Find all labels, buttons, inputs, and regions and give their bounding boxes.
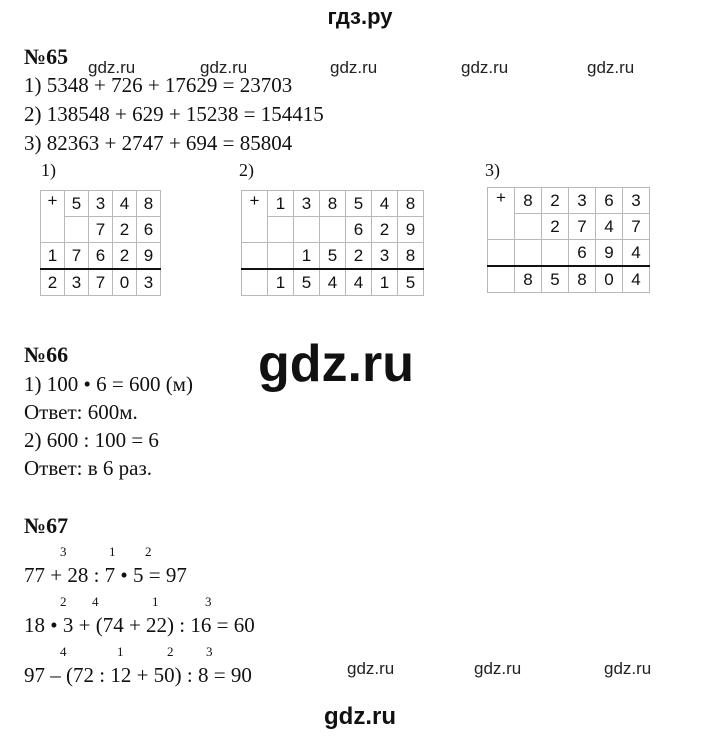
operation-order: 1	[109, 544, 116, 559]
digit-cell: 6	[596, 188, 623, 214]
digit-cell: 6	[89, 243, 113, 270]
watermark: gdz.ru	[604, 659, 652, 678]
digit-cell: 1	[268, 191, 294, 217]
answer-line: Ответ: 600м.	[24, 400, 138, 424]
operation-order: 1	[152, 594, 159, 609]
sum-cell: 3	[65, 269, 89, 296]
sum-cell: 4	[346, 269, 372, 296]
operation-order: 4	[60, 644, 67, 659]
sum-cell: 8	[569, 266, 596, 293]
digit-cell: 9	[137, 243, 161, 270]
digit-cell: 6	[346, 217, 372, 243]
equation-line: 3) 82363 + 2747 + 694 = 85804	[24, 131, 293, 155]
digit-cell: 9	[398, 217, 424, 243]
operation-order: 2	[145, 544, 152, 559]
watermark: gdz.ru	[587, 58, 635, 77]
sum-cell: 0	[113, 269, 137, 296]
watermark: gdz.ru	[200, 58, 248, 77]
equation-line: 2) 138548 + 629 + 15238 = 154415	[24, 102, 324, 126]
plus-sign: +	[488, 188, 515, 240]
solution-line: 2) 600 : 100 = 6	[24, 428, 159, 452]
digit-cell: 2	[346, 243, 372, 270]
sum-cell: 1	[268, 269, 294, 296]
watermark: gdz.ru	[461, 58, 509, 77]
digit-cell: 2	[372, 217, 398, 243]
digit-cell: 4	[113, 191, 137, 217]
plus-sign: +	[41, 191, 65, 243]
digit-cell: 3	[89, 191, 113, 217]
sum-cell: 8	[515, 266, 542, 293]
operation-order: 3	[60, 544, 67, 559]
digit-cell: 1	[294, 243, 320, 270]
digit-cell	[268, 217, 294, 243]
sum-cell: 7	[89, 269, 113, 296]
digit-cell: 2	[113, 217, 137, 243]
digit-cell: 8	[320, 191, 346, 217]
digit-cell: 6	[137, 217, 161, 243]
digit-cell: 9	[596, 240, 623, 267]
answer-line: Ответ: в 6 раз.	[24, 456, 152, 480]
digit-cell: 4	[372, 191, 398, 217]
addition-grid-1	[40, 190, 161, 296]
sum-cell: 5	[294, 269, 320, 296]
digit-cell	[242, 243, 268, 270]
digit-cell: 4	[596, 214, 623, 240]
sum-cell: 5	[398, 269, 424, 296]
digit-cell	[488, 240, 515, 267]
watermark-footer: gdz.ru	[324, 703, 396, 730]
exercise-66-title: №66	[24, 342, 69, 367]
digit-cell	[515, 214, 542, 240]
sum-cell: 4	[623, 266, 650, 293]
watermark: gdz.ru	[330, 58, 378, 77]
digit-cell: 1	[41, 243, 65, 270]
digit-cell: 7	[569, 214, 596, 240]
digit-cell: 5	[320, 243, 346, 270]
expression-line: 18 • 3 + (74 + 22) : 16 = 60	[24, 613, 255, 637]
operation-order: 1	[117, 644, 124, 659]
sum-cell	[242, 269, 268, 296]
sum-cell: 2	[41, 269, 65, 296]
digit-cell	[268, 243, 294, 270]
digit-cell: 4	[623, 240, 650, 267]
digit-cell: 6	[569, 240, 596, 267]
operation-order: 4	[92, 594, 99, 609]
operation-order: 2	[60, 594, 67, 609]
watermark: gdz.ru	[88, 58, 136, 77]
equation-line: 1) 5348 + 726 + 17629 = 23703	[24, 73, 293, 97]
digit-cell: 2	[113, 243, 137, 270]
digit-cell: 3	[623, 188, 650, 214]
digit-cell: 7	[65, 243, 89, 270]
digit-cell	[65, 217, 89, 243]
operation-order: 2	[167, 644, 174, 659]
grid-label: 2)	[239, 160, 254, 180]
addition-grid-3	[487, 187, 650, 293]
digit-cell	[542, 240, 569, 267]
digit-cell: 8	[398, 243, 424, 270]
watermark: gdz.ru	[474, 659, 522, 678]
watermark: gdz.ru	[347, 659, 395, 678]
digit-cell	[515, 240, 542, 267]
digit-cell: 3	[569, 188, 596, 214]
solution-line: 1) 100 • 6 = 600 (м)	[24, 372, 193, 396]
digit-cell: 5	[346, 191, 372, 217]
digit-cell: 7	[89, 217, 113, 243]
exercise-65-title: №65	[24, 44, 69, 69]
digit-cell: 2	[542, 214, 569, 240]
sum-cell: 1	[372, 269, 398, 296]
expression-line: 97 – (72 : 12 + 50) : 8 = 90	[24, 663, 252, 687]
plus-sign: +	[242, 191, 268, 243]
digit-cell: 5	[65, 191, 89, 217]
sum-cell: 4	[320, 269, 346, 296]
sum-cell: 3	[137, 269, 161, 296]
exercise-67-title: №67	[24, 513, 69, 538]
digit-cell: 8	[398, 191, 424, 217]
sum-cell: 0	[596, 266, 623, 293]
digit-cell: 3	[372, 243, 398, 270]
digit-cell: 7	[623, 214, 650, 240]
addition-grid-2	[241, 190, 424, 296]
digit-cell	[294, 217, 320, 243]
digit-cell: 3	[294, 191, 320, 217]
sum-cell: 5	[542, 266, 569, 293]
digit-cell: 8	[137, 191, 161, 217]
grid-label: 1)	[41, 160, 56, 180]
expression-line: 77 + 28 : 7 • 5 = 97	[24, 563, 187, 587]
digit-cell: 2	[542, 188, 569, 214]
digit-cell	[320, 217, 346, 243]
sum-cell	[488, 266, 515, 293]
digit-cell: 8	[515, 188, 542, 214]
watermark-large: gdz.ru	[258, 335, 414, 393]
grid-label: 3)	[485, 160, 500, 180]
operation-order: 3	[205, 594, 212, 609]
site-header: гдз.ру	[327, 4, 393, 29]
operation-order: 3	[206, 644, 213, 659]
